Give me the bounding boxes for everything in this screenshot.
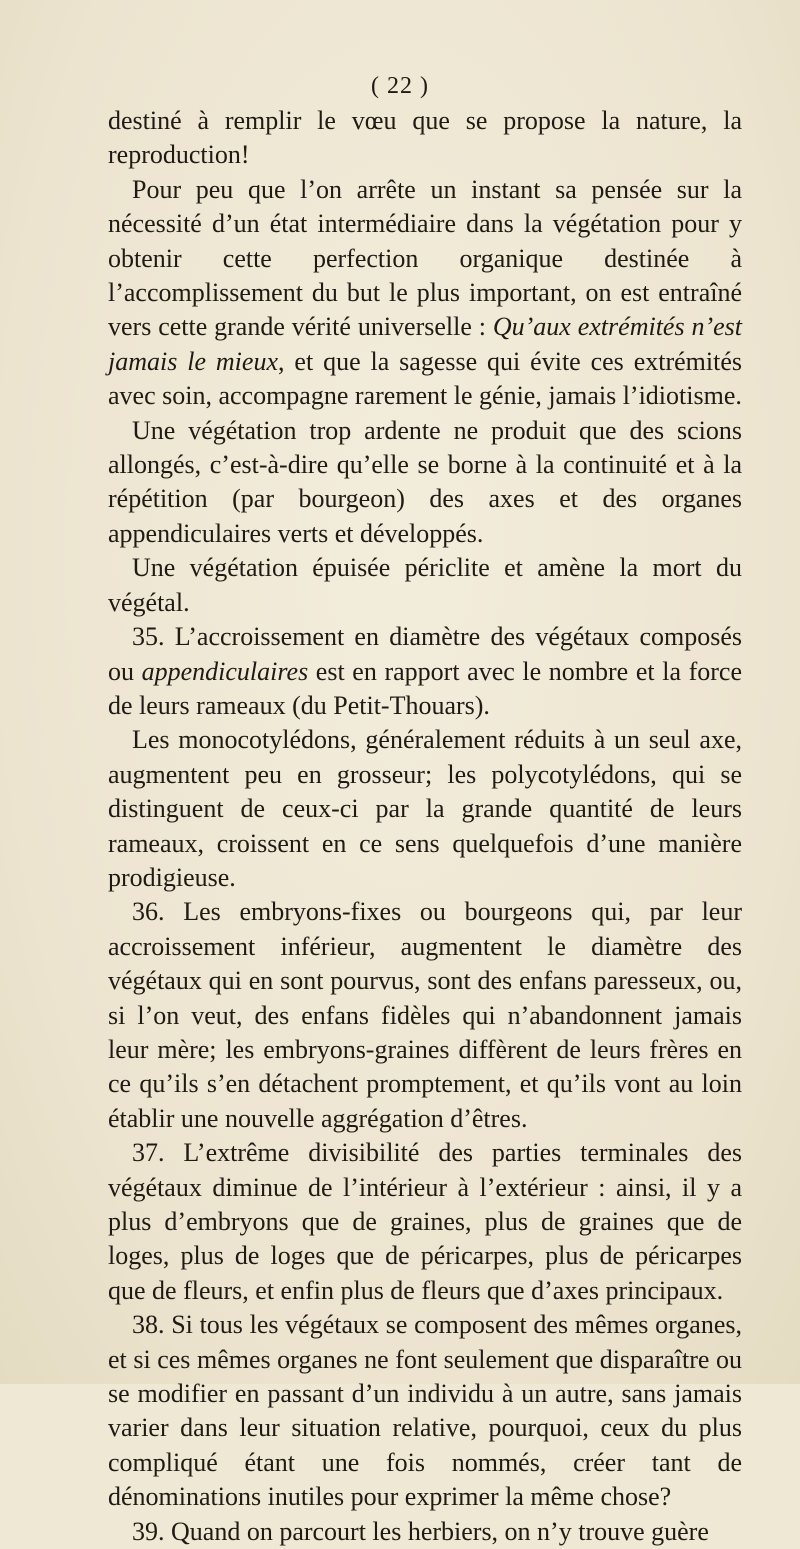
page-number: ( 22 ) <box>371 73 429 99</box>
paragraph: Une végétation épuisée périclite et amène la mort du végétal. <box>108 553 742 617</box>
paragraph: Pour peu que l’on arrête un instant sa pensée sur la nécessité d’un état intermédiaire dans la végétation pour y obtenir cette perfection organique destinée à l’accomplissement du but le plus important, on est entraîné vers cette grande vérité universelle : Qu’aux extrémités n’est jamais le mieux, et que la sagesse qui évite ces extrémités avec soin, accompagne rarement le génie, jamais l’idiotisme. <box>108 174 742 411</box>
paragraph: destiné à remplir le vœu que se propose la nature, la reproduction! <box>108 106 742 170</box>
paragraph: 37. L’extrême divisibilité des parties terminales des végétaux diminue de l’intérieur à l’extérieur : ainsi, il y a plus d’embryons que de graines, plus de graines que de loges, plus de loges que de péricarpes, plus de péricarpes que de fleurs, et enfin plus de fleurs que d’axes principaux. <box>108 1138 742 1305</box>
paragraph: 35. L’accroissement en diamètre des végétaux composés ou appendiculaires est en rapport avec le nombre et la force de leurs rameaux (du Petit-Thouars). <box>108 622 743 720</box>
italic-phrase: appendiculaires <box>141 656 309 686</box>
paragraph: Les monocotylédons, généralement réduits à un seul axe, augmentent peu en grosseur; les polycotylédons, qui se distinguent de ceux-ci par la grande quantité de leurs rameaux, croissent en ce sens quelquefois d’une manière prodigieuse. <box>108 725 742 892</box>
paragraph: 38. Si tous les végétaux se composent des mêmes organes, et si ces mêmes organes ne font seulement que disparaître ou se modifier en passant d’un individu à un autre, sans jamais varier dans leur situation relative, pourquoi, ceux du plus compliqué étant une fois nommés, créer tant de dénominations inutiles pour exprimer la même chose? <box>108 1310 742 1512</box>
paragraph: Une végétation trop ardente ne produit que des scions allongés, c’est-à-dire qu’elle se borne à la continuité et à la répétition (par bourgeon) des axes et des organes appendiculaires verts et développés. <box>108 415 742 548</box>
paragraph: 39. Quand on parcourt les herbiers, on n’y trouve guère <box>132 1516 709 1546</box>
italic-phrase: Qu’aux extrémités n’est jamais le mieux <box>108 312 742 376</box>
text-body <box>108 104 742 1549</box>
paragraph: 36. Les embryons-fixes ou bourgeons qui, par leur accroissement inférieur, augmentent le diamètre des végétaux qui en sont pourvus, sont des enfans paresseux, ou, si l’on veut, des enfans fidèles qui n’abandonnent jamais leur mère; les embryons-graines diffèrent de leurs frères en ce qu’ils s’en détachent promptement, et qu’ils vont au loin établir une nouvelle aggrégation d’êtres. <box>108 897 742 1133</box>
